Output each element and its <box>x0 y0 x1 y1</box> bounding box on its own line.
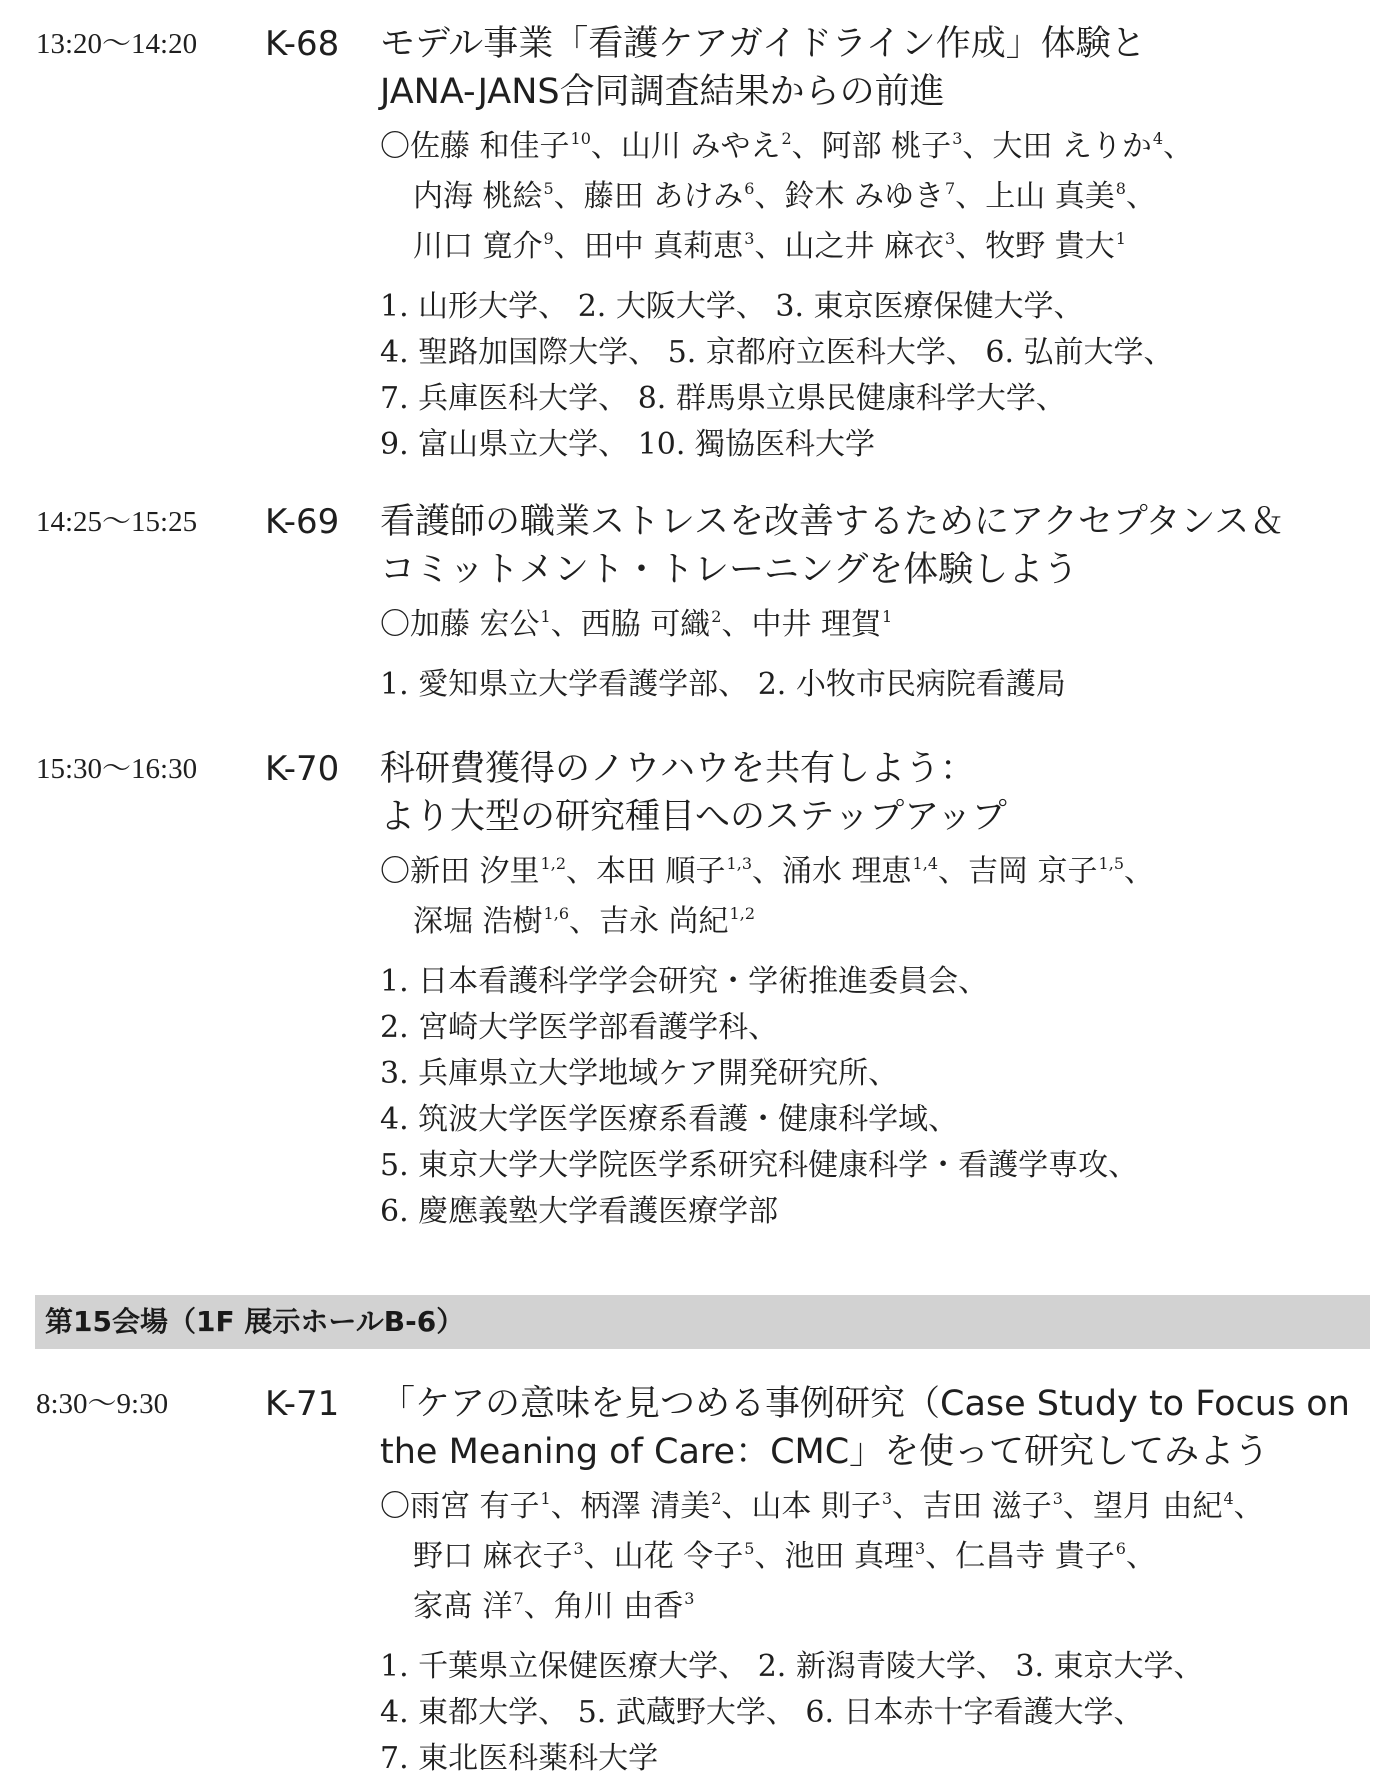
author-list <box>380 602 1380 652</box>
session-time: 15:30〜16:30 <box>36 753 198 785</box>
author-line: 野口 麻衣子$^3$、山花 令子$^5$、池田 真理$^3$、仁昌寺 貴子$^6$、 <box>413 1539 1156 1574</box>
author-line: 〇雨宮 有子$^1$、柄澤 清美$^2$、山本 則子$^3$、吉田 滋子$^3$、望月 由紀$^4$、 <box>380 1489 1264 1524</box>
affiliation-line: 1. 千葉県立保健医療大学、 2. 新潟青陵大学、 3. 東京大学、 <box>380 1649 1204 1684</box>
title-line: より大型の研究種目へのステップアップ <box>380 797 1007 837</box>
affiliation-line: 6. 慶應義塾大学看護医療学部 <box>380 1194 779 1229</box>
affiliation-line: 4. 東都大学、 5. 武蔵野大学、 6. 日本赤十字看護大学、 <box>380 1695 1144 1730</box>
session-code: K-70 <box>265 749 340 789</box>
title-line: JANA-JANS合同調査結果からの前進 <box>380 72 945 112</box>
affiliation-line: 2. 宮崎大学医学部看護学科、 <box>380 1010 779 1045</box>
session-code: K-69 <box>265 502 340 542</box>
session-code: K-71 <box>265 1384 340 1424</box>
affiliation-line: 1. 山形大学、 2. 大阪大学、 3. 東京医療保健大学、 <box>380 289 1084 324</box>
author-list <box>380 1484 1380 1634</box>
affiliation-list <box>380 662 1380 708</box>
session-title <box>380 498 1380 594</box>
title-line: the Meaning of Care：CMC」を使って研究してみよう <box>380 1432 1270 1472</box>
title-line: 「ケアの意味を見つめる事例研究（Case Study to Focus on <box>380 1384 1350 1424</box>
affiliation-line: 3. 兵庫県立大学地域ケア開発研究所、 <box>380 1056 899 1091</box>
session-time: 8:30〜9:30 <box>36 1388 169 1420</box>
affiliation-line: 9. 富山県立大学、 10. 獨協医科大学 <box>380 427 875 462</box>
session-time: 13:20〜14:20 <box>36 28 198 60</box>
author-line: 〇佐藤 和佳子$^{10}$、山川 みやえ$^2$、阿部 桃子$^3$、大田 えりか$^4$、 <box>380 129 1194 164</box>
venue-header <box>35 1295 1370 1349</box>
author-list <box>380 849 1380 949</box>
affiliation-line: 4. 聖路加国際大学、 5. 京都府立医科大学、 6. 弘前大学、 <box>380 335 1174 370</box>
author-line: 〇加藤 宏公$^1$、西脇 可織$^2$、中井 理賀$^1$ <box>380 607 893 642</box>
affiliation-line: 5. 東京大学大学院医学系研究科健康科学・看護学専攻、 <box>380 1148 1139 1183</box>
author-line: 川口 寛介$^9$、田中 真莉恵$^3$、山之井 麻衣$^3$、牧野 貴大$^1$ <box>413 229 1126 264</box>
session-title <box>380 745 1380 841</box>
session-title <box>380 1380 1380 1476</box>
affiliation-line: 4. 筑波大学医学医療系看護・健康科学域、 <box>380 1102 959 1137</box>
session-time: 14:25〜15:25 <box>36 506 198 538</box>
author-line: 深堀 浩樹$^{1,6}$、吉永 尚紀$^{1,2}$ <box>413 904 755 939</box>
title-line: コミットメント・トレーニングを体験しよう <box>380 550 1079 590</box>
affiliation-list <box>380 284 1380 468</box>
session-code: K-68 <box>265 24 340 64</box>
author-line: 家髙 洋$^7$、角川 由香$^3$ <box>413 1589 695 1624</box>
title-line: 看護師の職業ストレスを改善するためにアクセプタンス＆ <box>380 502 1285 542</box>
venue-label: 第15会場（1F 展示ホールB-6） <box>45 1305 465 1338</box>
affiliation-line: 1. 日本看護科学学会研究・学術推進委員会、 <box>380 964 989 999</box>
author-line: 〇新田 汐里$^{1,2}$、本田 順子$^{1,3}$、涌水 理恵$^{1,4}$、吉岡 京子$^{1,5}$、 <box>380 854 1154 889</box>
session-title <box>380 20 1380 116</box>
affiliation-line: 1. 愛知県立大学看護学部、 2. 小牧市民病院看護局 <box>380 667 1066 702</box>
affiliation-list <box>380 959 1380 1235</box>
author-list <box>380 124 1380 274</box>
affiliation-line: 7. 東北医科薬科大学 <box>380 1741 659 1776</box>
title-line: 科研費獲得のノウハウを共有しよう： <box>380 749 976 789</box>
affiliation-line: 7. 兵庫医科大学、 8. 群馬県立県民健康科学大学、 <box>380 381 1066 416</box>
title-line: モデル事業「看護ケアガイドライン作成」体験と <box>380 24 1146 64</box>
affiliation-list <box>380 1644 1380 1782</box>
author-line: 内海 桃絵$^5$、藤田 あけみ$^6$、鈴木 みゆき$^7$、上山 真美$^8$、 <box>413 179 1156 214</box>
